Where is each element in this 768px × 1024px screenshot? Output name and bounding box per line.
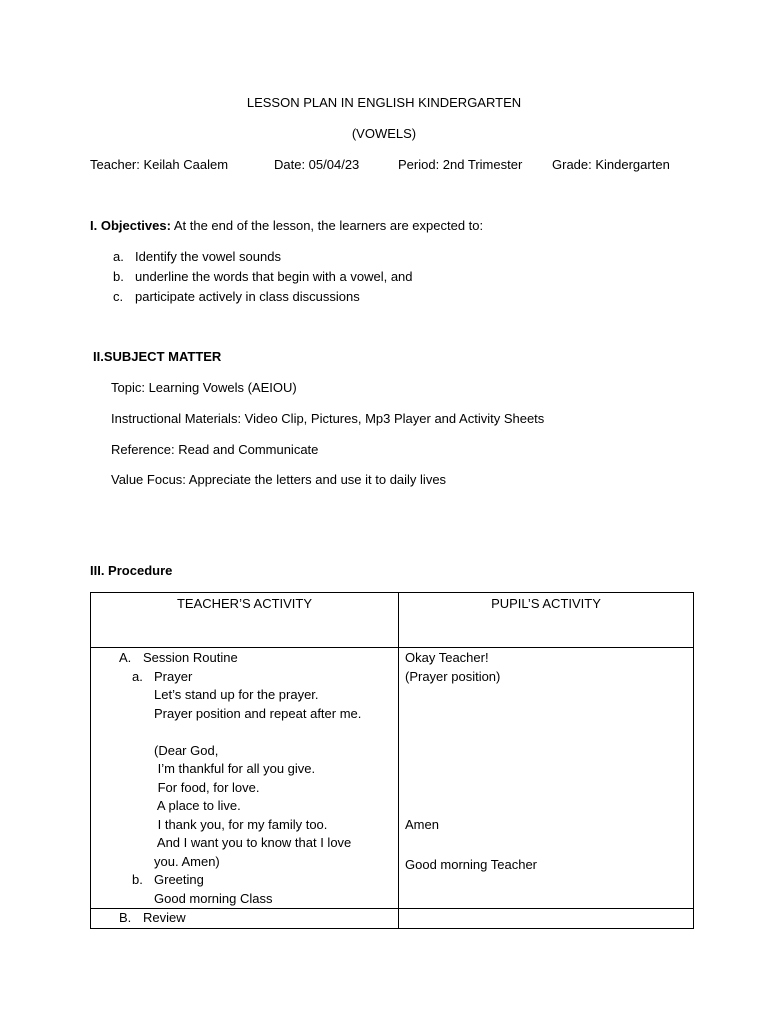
teacher-name: Teacher: Keilah Caalem <box>90 157 229 172</box>
review-cell: B. Review <box>91 909 399 929</box>
pupil-activity-header: PUPIL’S ACTIVITY <box>399 593 694 648</box>
value-focus: Value Focus: Appreciate the letters and use it to daily lives <box>111 472 447 487</box>
lesson-period: Period: 2nd Trimester <box>398 157 523 172</box>
reference: Reference: Read and Communicate <box>111 442 319 457</box>
instructional-materials: Instructional Materials: Video Clip, Pictures, Mp3 Player and Activity Sheets <box>111 411 545 426</box>
topic: Topic: Learning Vowels (AEIOU) <box>111 380 297 395</box>
objective-item: c. participate actively in class discussions <box>113 289 360 304</box>
document-title: LESSON PLAN IN ENGLISH KINDERGARTEN <box>246 95 522 110</box>
document-subtitle: (VOWELS) <box>351 126 417 141</box>
teacher-activity-header: TEACHER’S ACTIVITY <box>91 593 399 648</box>
session-routine: Session Routine <box>143 650 238 665</box>
greeting-label: Greeting <box>154 872 204 887</box>
pupil-amen: Amen <box>405 816 439 832</box>
prayer-text: (Dear God, <box>154 742 219 758</box>
prayer-label: Prayer <box>154 668 193 684</box>
review-label: Review <box>143 910 186 925</box>
objectives-line <box>90 218 483 234</box>
lesson-grade: Grade: Kindergarten <box>552 157 670 172</box>
lesson-date: Date: 05/04/23 <box>274 157 360 172</box>
teacher-activity-cell: A. Session Routine a. Prayer Let’s stand up for the prayer. Prayer position and repeat after me. (Dear God, I’m thankful for all you give. For food, for love. A place to live. I thank you, for my family too. And I want you to know that I love you. Amen) b. Greeting Good morning Class <box>91 648 399 909</box>
objective-item: b. underline the words that begin with a vowel, and <box>113 269 413 284</box>
objectives-heading: I. Objectives: <box>90 218 171 233</box>
objectives-intro: At the end of the lesson, the learners are expected to: <box>173 218 484 233</box>
table-header-row <box>91 593 694 648</box>
table-row <box>91 909 694 929</box>
table-row <box>91 648 694 909</box>
subject-matter-heading: II.SUBJECT MATTER <box>93 349 222 364</box>
procedure-table <box>90 592 694 929</box>
review-pupil-cell <box>399 909 694 929</box>
objective-item: a. Identify the vowel sounds <box>113 249 281 264</box>
pupil-activity-cell: Okay Teacher! (Prayer position) Amen Good morning Teacher <box>399 648 694 909</box>
procedure-heading: III. Procedure <box>90 563 173 578</box>
pupil-greeting: Good morning Teacher <box>405 856 538 872</box>
